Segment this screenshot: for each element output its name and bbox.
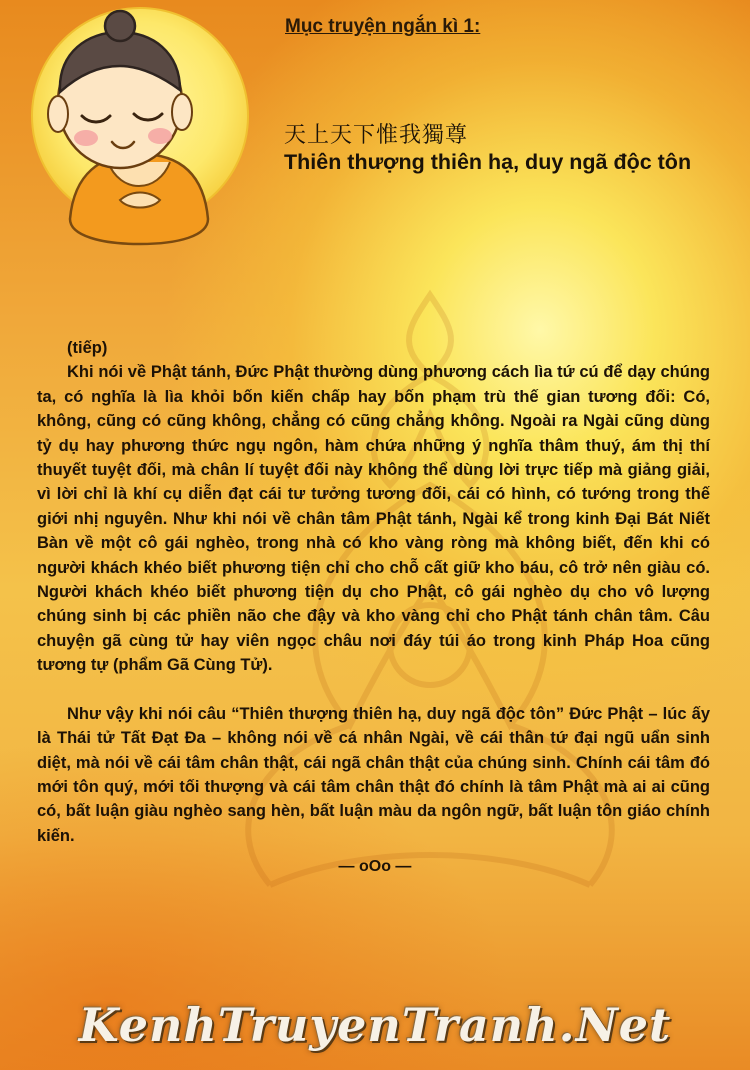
chinese-title: 天上天下惟我獨尊 xyxy=(284,123,469,148)
story-subtitle: Thiên thượng thiên hạ, duy ngã độc tôn xyxy=(284,150,692,174)
article-body xyxy=(37,336,710,848)
series-heading: Mục truyện ngắn kì 1: xyxy=(285,16,481,37)
end-mark: — oOo — xyxy=(338,858,412,875)
paragraph-1: Khi nói về Phật tánh, Đức Phật thường dùng phương cách lìa tứ cú để dạy chúng ta, có nghĩa là lìa khỏi bốn kiến chấp hay bốn phạm trù thế gian tương đối: Có, không, cũng có cũng không, chẳng có cũng chẳng không. Ngoài ra Ngài cũng dùng tỷ dụ hay phương thức ngụ ngôn, hàm chứa những ý nghĩa thâm thuý, ám thị thí thuyết tuyệt đối, mà chân lí tuyệt đối này không thể dùng lời trực tiếp mà giảng giải, vì lời chỉ là khí cụ diễn đạt cái tư tưởng tương đối, cái có hình, có tướng trong thế giới nhị nguyên. Như khi nói về chân tâm Phật tánh, Ngài kể trong kinh Đại Bát Niết Bàn về một cô gái nghèo, trong nhà có kho vàng ròng mà không biết, đến khi có người khách khéo biết phương tiện chỉ cho chỗ cất giữ kho báu, cô trở nên giàu có. Người khách khéo biết phương tiện dụ cho Phật, cô gái nghèo dụ cho vô lượng chúng sinh bị các phiền não che đậy và kho vàng chỉ cho Phật tánh chân tâm. Câu chuyện gã cùng tử hay viên ngọc châu nơi đáy túi áo trong kinh Pháp Hoa cũng tương tự (phẩm Gã Cùng Tử). xyxy=(37,363,710,675)
continued-label: (tiếp) xyxy=(67,339,108,357)
paragraph-2: Như vậy khi nói câu “Thiên thượng thiên hạ, duy ngã độc tôn” Đức Phật – lúc ấy là Thái tử Tất Đạt Đa – không nói về cá nhân Ngài, về cái thân tứ đại ngũ uẩn sinh diệt, mà nói về cái tâm chân thật, cái ngã chân thật của chúng sinh. Chính cái tâm đó mới tôn quý, mới tối thượng và cái tâm chân thật đó chính là tâm Phật mà ai ai cũng có, bất luận giàu nghèo sang hèn, bất luận màu da ngôn ngữ, bất luận tôn giáo chính kiến. xyxy=(37,704,710,845)
meditating-monk-icon xyxy=(8,4,268,254)
site-watermark: KenhTruyenTranh.Net xyxy=(78,998,672,1052)
